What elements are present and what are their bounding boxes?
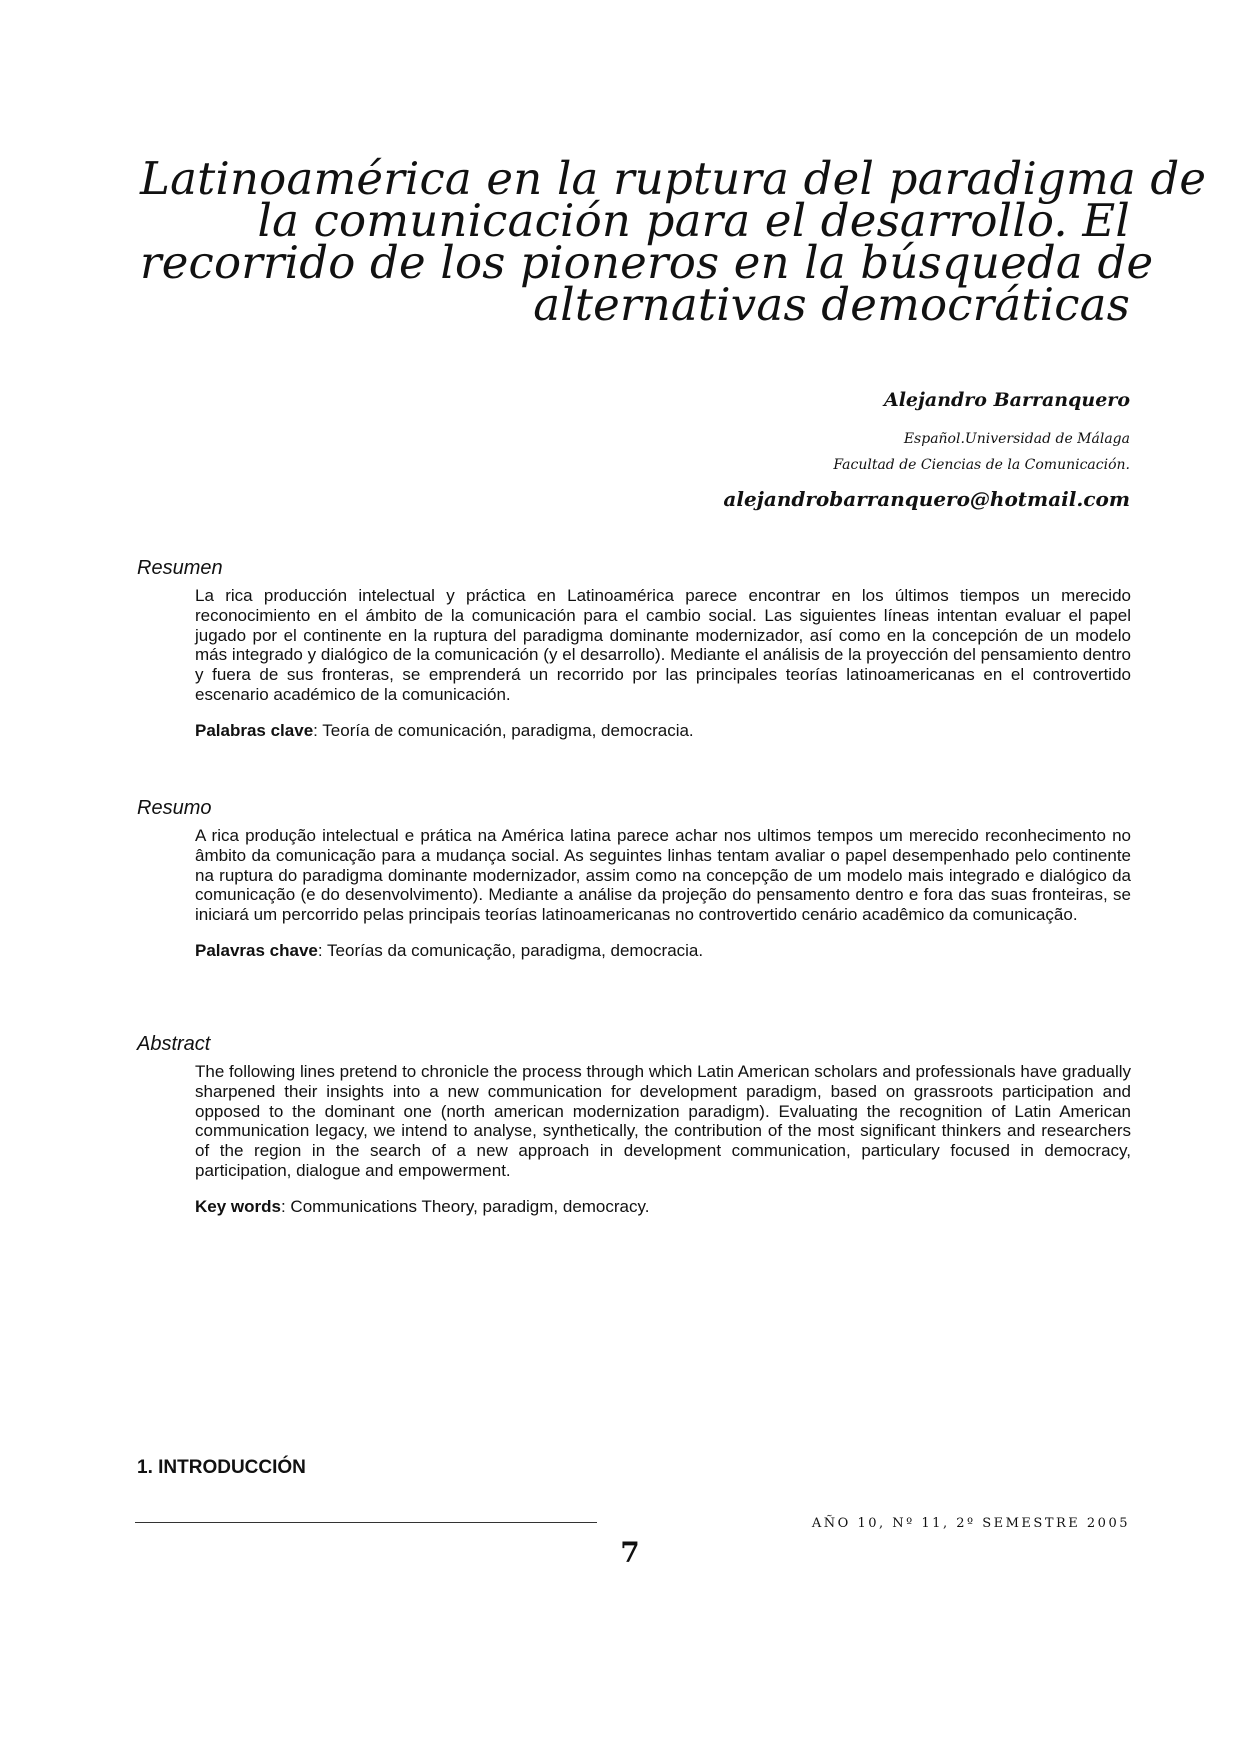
resumen-keywords-text: : Teoría de comunicación, paradigma, democracia.: [313, 720, 694, 740]
resumen-body: La rica producción intelectual y práctica en Latinoamérica parece encontrar en los últimos tiempos un merecido reconocimiento en el ámbito de la comunicación para el cambio social. Las siguientes líneas intentan evaluar el papel jugado por el continente en la ruptura del paradigma dominante modernizador, así como en la concepción de un modelo más integrado y dialógico de la comunicación (y el desarrollo). Mediante el análisis de la proyección del pensamiento dentro y fuera de sus fronteras, se emprenderá un recorrido por las principales teorías latinoamericanas en el controvertido escenario académico de la comunicación.: [195, 586, 1131, 704]
abstract-body: The following lines pretend to chronicle the process through which Latin American scholars and professionals have gradually sharpened their insights into a new communication for development paradigm, based on grassroots participation and opposed to the dominant one (north american modernization paradigm). Evaluating the recognition of Latin American communication legacy, we intend to analyse, synthetically, the contribution of the most significant thinkers and researchers of the region in the search of a new approach in development communication, particulary focused in democracy, participation, dialogue and empowerment.: [195, 1062, 1131, 1180]
title-line: la comunicación para el desarrollo. El: [257, 194, 1130, 247]
abstract-keywords: [195, 1197, 1131, 1217]
author-block: [600, 388, 1130, 514]
author-affiliation-university: Español.Universidad de Málaga: [903, 431, 1130, 447]
page-number: 7: [620, 1536, 640, 1569]
title-line: Latinoamérica en la ruptura del paradigma de: [140, 152, 1207, 205]
abstract-keywords-label: Key words: [195, 1196, 281, 1216]
author-affiliation-faculty: Facultad de Ciencias de la Comunicación.: [833, 457, 1130, 473]
abstract-heading: Abstract: [137, 1033, 211, 1055]
resumo-body: A rica produção intelectual e prática na América latina parece achar nos ultimos tempos um merecido reconhecimento no âmbito da comunicação para a mudança social. As seguintes linhas tentam avaliar o papel desempenhado pelo continente na ruptura do paradigma dominante modernizador, assim como na concepção de um modelo mais integrado e dialógico da comunicação (e do desenvolvimento). Mediante a análise da projeção do pensamento dentro e fora das suas fronteiras, se iniciará um percorrido pelas principais teorías latinoamericanas no controvertido cenário acadêmico da comunicação.: [195, 826, 1131, 925]
resumo-section: [137, 796, 1131, 961]
author-email: alejandrobarranquero@hotmail.com: [723, 487, 1130, 511]
resumen-keywords-label: Palabras clave: [195, 720, 314, 740]
abstract-section: [137, 1032, 1131, 1217]
resumo-keywords: [195, 941, 1131, 961]
introduction-heading: 1. INTRODUCCIÓN: [137, 1457, 306, 1478]
abstract-keywords-text: : Communications Theory, paradigm, democracy.: [280, 1196, 650, 1216]
article-title: [140, 152, 1207, 331]
title-line: recorrido de los pioneros en la búsqueda de: [140, 236, 1154, 289]
footer-issue-info: AÑO 10, Nº 11, 2º SEMESTRE 2005: [811, 1516, 1130, 1531]
footer-divider: [135, 1522, 597, 1523]
resumen-keywords: [195, 721, 1131, 741]
title-line: alternativas democráticas: [533, 278, 1130, 331]
author-name: Alejandro Barranquero: [883, 389, 1130, 411]
resumen-heading: Resumen: [137, 557, 223, 579]
resumo-keywords-label: Palavras chave: [195, 940, 318, 960]
resumen-section: [137, 556, 1131, 741]
resumo-keywords-text: : Teorías da comunicação, paradigma, democracia.: [317, 940, 704, 960]
resumo-heading: Resumo: [137, 797, 212, 819]
